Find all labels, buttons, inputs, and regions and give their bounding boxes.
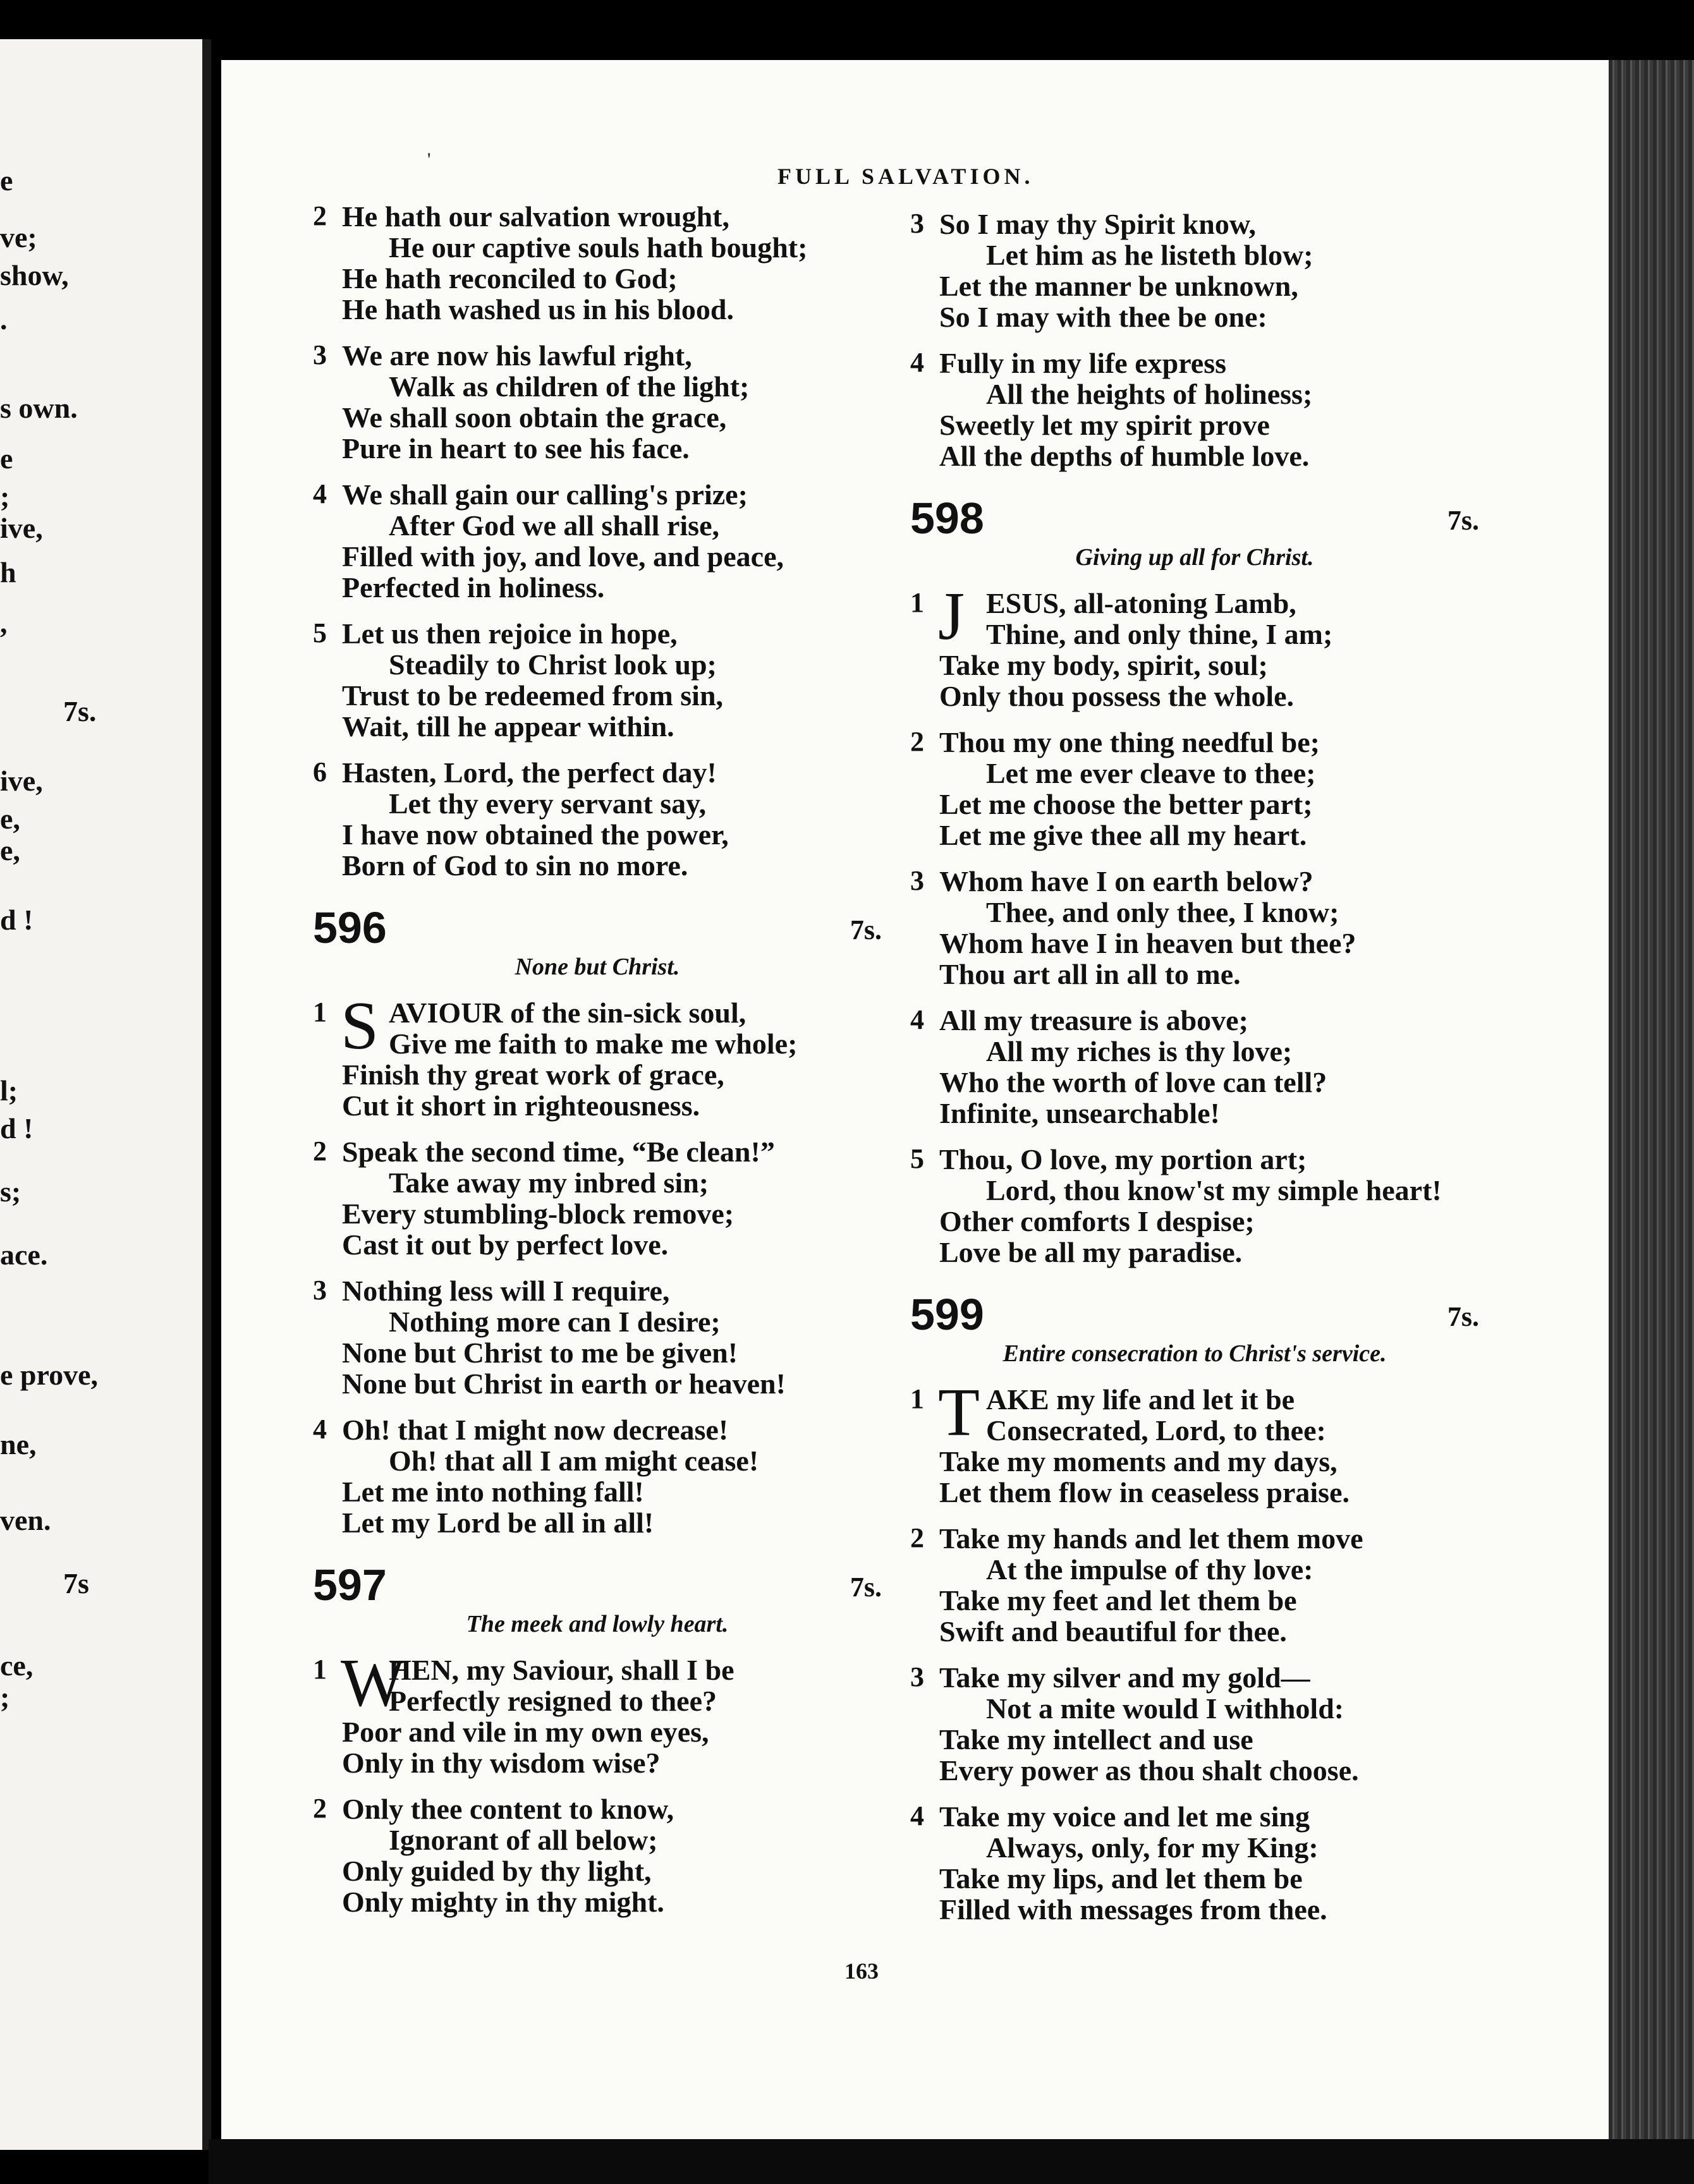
left-column [313, 201, 882, 1932]
verse-number: 5 [313, 617, 327, 648]
verse-number: 2 [313, 1793, 327, 1824]
verse-number: 5 [910, 1143, 924, 1174]
verse-number: 3 [910, 865, 924, 896]
verse-line: Let them flow in ceaseless praise. [939, 1476, 1350, 1508]
verse-line: Thine, and only thine, I am; [986, 618, 1333, 650]
verse-number: 1 [313, 997, 327, 1028]
verse-line: ESUS, all-atoning Lamb, [986, 587, 1296, 619]
verse-line: He hath reconciled to God; [342, 262, 678, 294]
verse-number: 1 [910, 1383, 924, 1414]
verse-line: He hath washed us in his blood. [342, 293, 734, 325]
verse-number: 4 [910, 1800, 924, 1831]
verse-line: All the heights of holiness; [986, 378, 1313, 410]
verse [910, 1005, 1479, 1129]
verse-line: Ignorant of all below; [389, 1824, 658, 1856]
verse-line: Sweetly let my spirit prove [939, 409, 1270, 441]
hymn-title: Giving up all for Christ. [1075, 544, 1314, 571]
facing-page-text: 7s. [63, 695, 97, 727]
verse-line: All my treasure is above; [939, 1004, 1248, 1036]
verse-line: Thou, O love, my portion art; [939, 1143, 1307, 1175]
verse-line: Take my hands and let them move [939, 1522, 1363, 1555]
verse-number: 1 [313, 1654, 327, 1685]
verse-line: He hath our salvation wrought, [342, 200, 730, 233]
verse-line: Let him as he listeth blow; [986, 239, 1313, 271]
facing-page-text: ive, [0, 512, 43, 544]
facing-page-text: h [0, 556, 16, 588]
verse-line: Consecrated, Lord, to thee: [986, 1414, 1326, 1447]
verse-line: Every stumbling-block remove; [342, 1198, 734, 1230]
facing-page-text: ; [0, 480, 10, 513]
verse [910, 348, 1479, 471]
verse-line: Trust to be redeemed from sin, [342, 679, 724, 712]
facing-page-text: s own. [0, 392, 78, 424]
verse-line: We are now his lawful right, [342, 339, 692, 372]
verse-number: 3 [910, 1661, 924, 1692]
verse-number: 3 [313, 339, 327, 370]
verse-line: Whom have I on earth below? [939, 865, 1313, 897]
verse [910, 727, 1479, 851]
book-page-edges [1609, 60, 1694, 2139]
facing-page-text: e, [0, 803, 20, 835]
verse-line: Love be all my paradise. [939, 1236, 1243, 1268]
verse-line: I have now obtained the power, [342, 818, 729, 851]
drop-cap: W [341, 1646, 405, 1721]
verse-line: Take my intellect and use [939, 1723, 1253, 1756]
right-column [910, 209, 1479, 1940]
verse-line: Let thy every servant say, [389, 787, 707, 820]
verse-number: 6 [313, 756, 327, 787]
facing-page-text: 7s [63, 1567, 89, 1599]
facing-page-text: , [0, 607, 8, 639]
verse-line: Thou my one thing needful be; [939, 726, 1320, 758]
verse-line: Filled with messages from thee. [939, 1893, 1327, 1926]
running-head: FULL SALVATION. [777, 164, 1034, 189]
verse-line: Let me choose the better part; [939, 788, 1313, 820]
verse-line: Only in thy wisdom wise? [342, 1747, 661, 1779]
verse-line: Let me give thee all my heart. [939, 819, 1307, 851]
verse-line: So I may thy Spirit know, [939, 208, 1257, 240]
verse [910, 1801, 1479, 1925]
facing-page-text: l; [0, 1074, 18, 1107]
verse-line: He our captive souls hath bought; [389, 231, 808, 264]
verse-line: Perfectly resigned to thee? [389, 1685, 717, 1717]
verse-line: Not a mite would I withhold: [986, 1692, 1344, 1725]
verse-line: None but Christ to me be given! [342, 1337, 738, 1369]
facing-page-text: d ! [0, 904, 34, 936]
facing-page-text: e [0, 164, 13, 197]
facing-page-text: ce, [0, 1649, 34, 1682]
hymn-number: 596 [313, 903, 387, 952]
verse [910, 866, 1479, 990]
verse [313, 479, 882, 603]
verse-line: Every power as thou shalt choose. [939, 1754, 1359, 1787]
verse-line: Thee, and only thee, I know; [986, 896, 1339, 928]
hymn-meter: 7s. [1447, 505, 1479, 536]
verse-number: 4 [313, 1414, 327, 1445]
verse [313, 618, 882, 742]
verse-line: Let the manner be unknown, [939, 270, 1298, 302]
facing-page-text: . [0, 303, 8, 336]
hymn-title: Entire consecration to Christ's service. [1002, 1340, 1387, 1367]
verse [910, 579, 1479, 712]
verse [313, 340, 882, 464]
hymn-title: None but Christ. [515, 954, 680, 980]
verse-line: Who the worth of love can tell? [939, 1066, 1327, 1098]
verse-line: Let me ever cleave to thee; [986, 757, 1316, 789]
verse [313, 757, 882, 881]
verse-line: Hasten, Lord, the perfect day! [342, 756, 717, 789]
hymn-header [910, 487, 1479, 556]
verse [910, 1523, 1479, 1647]
verse-line: Other comforts I despise; [939, 1205, 1255, 1237]
verse-line: Oh! that all I am might cease! [389, 1445, 759, 1477]
verse-line: Cut it short in righteousness. [342, 1089, 700, 1122]
verse [910, 209, 1479, 332]
verse [313, 1646, 882, 1779]
facing-page-text: s; [0, 1175, 21, 1208]
verse [313, 201, 882, 325]
drop-cap: T [938, 1375, 980, 1450]
verse-number: 4 [910, 1004, 924, 1035]
verse [313, 1414, 882, 1538]
verse-line: Let my Lord be all in all! [342, 1507, 654, 1539]
facing-page-edge [0, 39, 211, 2150]
hymn-number: 598 [910, 494, 984, 543]
verse-line: Let me into nothing fall! [342, 1476, 644, 1508]
facing-page-text: ve; [0, 221, 37, 253]
verse-line: Only guided by thy light, [342, 1855, 652, 1887]
verse-line: Walk as children of the light; [389, 370, 750, 403]
facing-page-text: d ! [0, 1112, 34, 1144]
verse-line: Lord, thou know'st my simple heart! [986, 1174, 1442, 1206]
hymn-number: 599 [910, 1290, 984, 1339]
facing-page-text: ace. [0, 1239, 48, 1271]
verse-line: Always, only, for my King: [986, 1831, 1319, 1864]
verse-line: Take my lips, and let them be [939, 1862, 1303, 1895]
verse-line: Wait, till he appear within. [342, 710, 674, 743]
verse-number: 2 [910, 1522, 924, 1553]
verse-number: 4 [910, 347, 924, 378]
verse-line: Take my feet and let them be [939, 1584, 1297, 1617]
verse-line: Born of God to sin no more. [342, 849, 688, 882]
facing-page-text: ne, [0, 1428, 37, 1460]
verse-line: Whom have I in heaven but thee? [939, 927, 1356, 959]
facing-page-text: ven. [0, 1504, 51, 1536]
hymn-header [313, 1553, 882, 1623]
verse-line: Take my moments and my days, [939, 1445, 1338, 1477]
verse [313, 1136, 882, 1260]
hymn-header [910, 1283, 1479, 1352]
printers-mark: ' [427, 149, 431, 170]
verse-line: Only thee content to know, [342, 1793, 674, 1825]
verse [313, 1275, 882, 1399]
hymn-meter: 7s. [850, 914, 882, 945]
verse-line: Perfected in holiness. [342, 571, 605, 604]
facing-page-text: e prove, [0, 1359, 99, 1391]
verse-line: Infinite, unsearchable! [939, 1097, 1220, 1129]
verse-number: 2 [910, 726, 924, 757]
verse-number: 4 [313, 478, 327, 509]
verse-number: 3 [910, 208, 924, 239]
hymn-number: 597 [313, 1560, 387, 1610]
facing-page-text: e, [0, 834, 20, 866]
verse-line: AVIOUR of the sin-sick soul, [389, 997, 746, 1029]
verse-line: Finish thy great work of grace, [342, 1059, 724, 1091]
verse-number: 3 [313, 1275, 327, 1306]
verse [313, 988, 882, 1122]
verse-line: None but Christ in earth or heaven! [342, 1368, 786, 1400]
verse-number: 1 [910, 587, 924, 618]
verse-line: AKE my life and let it be [986, 1383, 1295, 1416]
verse-number: 2 [313, 200, 327, 231]
verse-line: All my riches is thy love; [986, 1035, 1293, 1067]
verse-line: At the impulse of thy love: [986, 1553, 1313, 1586]
verse-line: Take my silver and my gold— [939, 1661, 1310, 1694]
verse-line: We shall gain our calling's prize; [342, 478, 748, 511]
verse-line: Filled with joy, and love, and peace, [342, 540, 784, 573]
verse-line: HEN, my Saviour, shall I be [389, 1654, 734, 1686]
verse-line: Oh! that I might now decrease! [342, 1414, 729, 1446]
verse-line: So I may with thee be one: [939, 301, 1267, 333]
verse-line: Take my voice and let me sing [939, 1800, 1310, 1833]
drop-cap: J [938, 579, 965, 654]
hymn-meter: 7s. [1447, 1301, 1479, 1332]
hymn-title: The meek and lowly heart. [466, 1611, 729, 1637]
facing-page-text: ; [0, 1681, 10, 1713]
drop-cap: S [341, 988, 379, 1064]
verse-line: Speak the second time, “Be clean!” [342, 1136, 775, 1168]
verse-number: 2 [313, 1136, 327, 1167]
verse-line: Steadily to Christ look up; [389, 648, 717, 681]
verse-line: Swift and beautiful for thee. [939, 1615, 1287, 1647]
verse-line: All the depths of humble love. [939, 440, 1310, 472]
verse-line: Cast it out by perfect love. [342, 1228, 669, 1261]
scan-shadow [209, 2139, 1694, 2184]
verse-line: Take my body, spirit, soul; [939, 649, 1268, 681]
verse [910, 1375, 1479, 1508]
facing-page-text: show, [0, 259, 69, 291]
verse [313, 1793, 882, 1917]
verse-line: Thou art all in all to me. [939, 958, 1241, 990]
verse-line: Only thou possess the whole. [939, 680, 1295, 712]
verse-line: After God we all shall rise, [389, 509, 719, 542]
facing-page-text: ive, [0, 765, 43, 797]
page-number: 163 [844, 1958, 879, 1984]
verse-line: Pure in heart to see his face. [342, 432, 690, 464]
hymn-meter: 7s. [850, 1572, 882, 1603]
verse-line: Nothing less will I require, [342, 1275, 670, 1307]
verse-line: Nothing more can I desire; [389, 1306, 721, 1338]
verse-line: Let us then rejoice in hope, [342, 617, 678, 650]
hymn-header [313, 896, 882, 966]
verse-line: Take away my inbred sin; [389, 1167, 709, 1199]
verse-line: Only mighty in thy might. [342, 1886, 664, 1918]
verse-line: We shall soon obtain the grace, [342, 401, 727, 434]
verse [910, 1144, 1479, 1268]
facing-page-text: e [0, 442, 13, 475]
verse-line: Poor and vile in my own eyes, [342, 1716, 709, 1748]
verse-line: Fully in my life express [939, 347, 1227, 379]
verse-line: Give me faith to make me whole; [389, 1028, 798, 1060]
verse [910, 1662, 1479, 1786]
